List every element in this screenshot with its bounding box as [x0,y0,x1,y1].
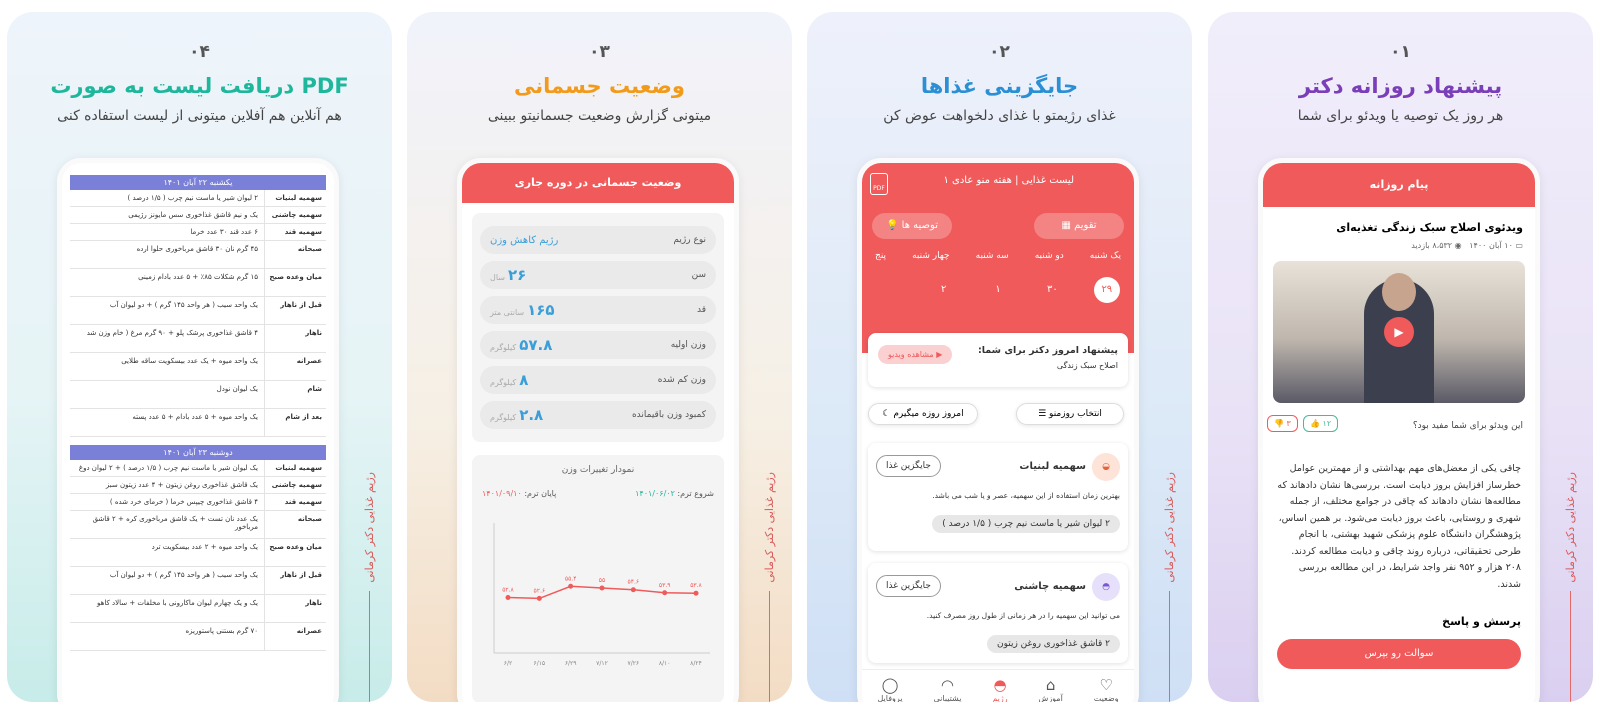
date-number[interactable]: ۲۹ [1094,277,1120,303]
panel-title: وضعیت جسمانی [514,74,685,98]
pdf-row-label: قبل از ناهار [264,567,326,594]
pdf-row-label: شام [264,381,326,408]
x-tick-label: ۸/۱۰ [658,660,671,667]
replace-food-button[interactable]: جایگزین غذا [876,575,941,597]
store-icon: ⌂ [1045,676,1056,694]
pdf-row-value: یک واحد سیب ( هر واحد ۱۴۵ گرم ) + دو لیوان آب [109,301,258,309]
pdf-row [70,381,326,409]
pdf-row-label: ناهار [264,325,326,352]
data-point [600,586,605,591]
pdf-row [70,325,326,353]
pdf-row-value: یک واحد میوه + یک عدد بیسکویت ساقه طلایی [121,357,258,365]
video-meta: ▭ ۱۰ آبان ۱۴۰۰ ◉ ۸،۵۳۲ بازدید [1411,241,1523,250]
x-tick-label: ۶/۲۹ [564,660,577,667]
x-tick-label: ۶/۲ [503,660,513,667]
pdf-row [70,623,326,651]
weight-line-chart [482,513,722,683]
meal-portion-tag: ۲ قاشق غذاخوری روغن زیتون [987,635,1120,653]
feedback-question: این ویدئو برای شما مفید بود؟ [1412,421,1523,431]
pdf-row [70,190,326,207]
weekday-label[interactable]: پنج [875,251,887,261]
bowl-icon: ◒ [1092,453,1120,481]
weekday-row [862,251,1134,261]
replace-food-button[interactable]: جایگزین غذا [876,455,941,477]
suggestion-subtitle: اصلاح سبک زندگی [1056,361,1118,370]
data-point [537,596,542,601]
phone-frame [857,158,1139,702]
status-label: نوع رژیم [673,235,706,245]
headset-icon: ◠ [940,676,954,694]
daily-message-header: پیام روزانه [1263,163,1535,207]
pdf-row-label: صبحانه [264,511,326,538]
pdf-row-label: میان وعده صبح [264,539,326,566]
weekday-label[interactable]: دو شنبه [1034,251,1064,261]
date-row [862,277,1134,303]
fasting-button[interactable]: ☾ امروز روزه میگیرم [868,403,978,425]
pdf-row-value: یک واحد میوه + ۲ عدد بیسکویت ترد [151,543,258,551]
status-row [480,226,716,254]
status-value-group [490,301,555,319]
status-label: کمبود وزن باقیمانده [631,410,706,420]
x-tick-label: ۸/۲۴ [690,660,702,667]
pdf-row-label: سهمیه قند [264,494,326,510]
brand-vertical: رژیم غذایی دکتر کرمانی [356,472,382,702]
weekday-label[interactable]: سه شنبه [975,251,1009,261]
pdf-row-label: میان وعده صبح [264,269,326,296]
weekday-label[interactable]: یک شنبه [1089,251,1121,261]
cloche-icon: ◓ [993,676,1007,694]
panel-status [407,12,792,702]
meal-title: سهمیه چاشنی [1014,581,1086,592]
pdf-row-label: سهمیه لبنیات [264,460,326,476]
nav-status[interactable]: ♡ وضعیت [1093,676,1119,702]
meal-card [868,563,1128,663]
pdf-row-value: ۴۵ گرم نان ۳۰ قاشق مرباخوری حلوا ارده [136,245,258,253]
date-number[interactable]: ۱ [995,284,1001,295]
status-label: وزن کم شده [657,375,706,385]
qa-title: پرسش و پاسخ [1442,615,1521,628]
data-point [631,587,636,592]
status-row [480,296,716,324]
chart-title: نمودار تغییرات وزن [561,465,635,475]
status-list [472,213,724,442]
video-player[interactable] [1273,261,1525,403]
x-tick-label: ۷/۱۲ [596,660,608,667]
meal-card [868,443,1128,551]
like-button[interactable]: 👍 ۱۲ [1303,415,1338,432]
data-label: ۵۴.۶ [627,578,640,586]
panel-number: ۰۳ [589,42,610,62]
video-title: ویدئوی اصلاح سبک زندگی تغذیه‌ای [1336,221,1523,234]
cloche-icon: ◓ [1092,573,1120,601]
pdf-row [70,353,326,381]
status-value: ۵۷.۸ [519,336,553,354]
article-text: چاقی یکی از معضل‌های مهم بهداشتی و از مهمترین عوامل خطرساز افزایش بروز دیابت است. بررسی‌ها نشان دادهاند که مطالعه‌ها نشان دادهاند که چاقی در جوامع مختلف، از جمله شهری و روستایی، باعث بروز دیابت می‌شود. بر همین اساس، پژوهشگران دانشگاه علوم پزشکی شهید بهشتی، با انجام طرحی تحقیقاتی، درباره روند چاقی و دیابت مطالعه کردند. ۲۰۸ هزار و ۹۵۲ نفر واجد شرایط، در این مطالعه بررسی شدند. [1277,463,1521,590]
thumbs-down-icon: 👎 [1274,419,1284,428]
meal-portion-tag: ۲ لیوان شیر یا ماست نیم چرب ( ۱/۵ درصد ) [932,515,1120,533]
pdf-row [70,595,326,623]
pdf-row-value: یک واحد میوه + ۵ عدد بادام + ۵ عدد پسته [132,413,258,421]
data-point [568,584,573,589]
pdf-row-value: ۴ قاشق غذاخوری پرشک پلو + ۹۰ گرم مرغ ( خام وزن شد [86,329,258,337]
pdf-row [70,567,326,595]
pdf-row-value: یک واحد سیب ( هر واحد ۱۴۵ گرم ) + دو لیوان آب [109,571,258,579]
term-start: شروع ترم: ۱۴۰۱/۰۶/۰۲ [635,489,714,498]
x-tick-label: ۶/۱۵ [533,660,546,667]
pdf-day-header: دوشنبه ۲۳ آبان ۱۴۰۱ [70,445,326,460]
data-point [506,595,511,600]
pdf-row-value: یک و نیم قاشق غذاخوری سس مایونز رژیمی [128,211,258,219]
pdf-row [70,477,326,494]
pdf-row [70,494,326,511]
pdf-row [70,224,326,241]
calendar-button[interactable]: ▦ تقویم [1034,213,1124,239]
pdf-row [70,269,326,297]
status-unit: کیلوگرم [490,413,517,422]
status-label: سن [691,270,706,280]
panel-diet [807,12,1192,702]
data-label: ۵۳.۹ [658,581,671,589]
status-row [480,366,716,394]
panel-number: ۰۲ [989,42,1010,62]
phone-frame [57,158,339,702]
pdf-row-value: ۴ قاشق غذاخوری چیپس خرما ( خرمای خرد شده ) [109,498,258,506]
status-unit: کیلوگرم [490,343,517,352]
pdf-day-header: یکشنبه ۲۲ آبان ۱۴۰۱ [70,175,326,190]
nav-support[interactable]: ◠ پشتیبانی [933,676,962,702]
status-value-group [490,406,543,424]
pdf-row-label: سهمیه لبنیات [264,190,326,206]
status-unit: کیلوگرم [490,378,517,387]
date-number[interactable] [876,277,902,303]
pdf-row [70,241,326,269]
phone-frame [457,158,739,702]
pdf-row [70,297,326,325]
pdf-row [70,460,326,477]
panel-title: پیشنهاد روزانه دکتر [1298,74,1503,98]
pdf-row-value: ۶ عدد قند ۳۰ عدد خرما [190,228,258,236]
status-value: ۲۶ [507,266,527,284]
pdf-row-label: بعد از شام [264,409,326,436]
status-value: ۸ [519,371,529,389]
diet-list-title: لیست غذایی | هفته منو عادی ۱ [943,175,1074,186]
pdf-document[interactable] [70,175,326,702]
status-value-group [490,371,528,389]
play-icon[interactable]: ▶ [1384,317,1414,347]
status-value: ۱۶۵ [527,301,555,319]
status-label: وزن اولیه [670,340,706,350]
pdf-row-value: ۱۵ گرم شکلات ۸۵٪ + ۵ عدد بادام زمینی [138,273,258,281]
data-label: ۵۵ [598,577,606,584]
brand-vertical: رژیم غذایی دکتر کرمانی [1557,472,1583,702]
pdf-row-label: سهمیه چاشنی [264,477,326,493]
status-value: ۲.۸ [519,406,544,424]
pdf-row-label: صبحانه [264,241,326,268]
pdf-row [70,511,326,539]
nav-diet[interactable]: ◓ رژیم [992,676,1008,702]
status-row [480,261,716,289]
status-value-group [490,266,526,284]
panel-subtitle: میتونی گزارش وضعیت جسمانیتو ببینی [487,108,712,124]
pdf-row [70,207,326,224]
data-label: ۵۲.۶ [533,587,546,595]
pdf-row-label: سهمیه قند [264,224,326,240]
pdf-row [70,539,326,567]
diet-header-area [862,163,1134,353]
panel-subtitle: هر روز یک توصیه یا ویدئو برای شما [1297,108,1504,124]
status-unit: سال [490,273,505,282]
pdf-row-label: سهمیه چاشنی [264,207,326,223]
user-icon: ◯ [881,676,899,694]
suggestion-title: پیشنهاد امروز دکتر برای شما: [977,345,1118,356]
pdf-row-value: یک لیوان نودل [216,385,258,393]
watch-video-button[interactable]: ▶ مشاهده ویدیو [878,345,952,364]
status-value-group [490,336,552,354]
pdf-download-icon[interactable]: PDF [870,173,888,195]
panel-number: ۰۱ [1390,42,1411,62]
panel-title: جایگزینی غذاها [920,74,1079,98]
pdf-row-value: یک عدد نان تست + یک قاشق مرباخوری کره + ۲ قاشق مرباخور [92,515,258,531]
pdf-row-value: ۲ لیوان شیر یا ماست نیم چرب ( ۱/۵ درصد ) [127,194,258,202]
doctor-suggestion [868,333,1128,387]
status-value: رژیم کاهش وزن [490,234,559,246]
phone-frame [1258,158,1540,702]
status-unit: سانتی متر [490,308,525,317]
meal-title: سهمیه لبنیات [1019,461,1086,472]
meal-description: می توانید این سهمیه را در هر زمانی از طول روز مصرف کنید. [926,611,1120,620]
meal-description: بهترین زمان استفاده از این سهمیه، عصر و یا شب می باشد. [932,491,1120,500]
pdf-row-value: یک قاشق غذاخوری روغن زیتون + ۴ عدد زیتون سبز [105,481,258,489]
ask-question-button[interactable]: سوالت رو بپرس [1277,639,1521,669]
date-number[interactable]: ۳۰ [1047,284,1058,295]
data-point [662,590,667,595]
panel-number: ۰۴ [189,42,210,62]
weight-chart [472,455,724,702]
pdf-row-value: ۷۰ گرم بستنی پاستوریزه [185,627,258,635]
brand-vertical: رژیم غذایی دکتر کرمانی [756,472,782,702]
brand-vertical: رژیم غذایی دکتر کرمانی [1156,472,1182,702]
panel-subtitle: هم آنلاین هم آفلاین میتونی از لیست استفاده کنی [57,108,342,124]
dislike-button[interactable]: 👎 ۳ [1267,415,1298,432]
term-end: پایان ترم: ۱۴۰۱/۰۹/۱۰ [482,489,557,498]
status-header: وضعیت جسمانی در دوره جاری [462,163,734,203]
pdf-row-label: عصرانه [264,623,326,650]
pdf-row-label: قبل از ناهار [264,297,326,324]
pdf-row-label: عصرانه [264,353,326,380]
tips-button[interactable]: 💡 توصیه ها [872,213,952,239]
pdf-row [70,409,326,437]
bottom-nav [862,669,1134,702]
data-label: ۵۵.۴ [564,575,577,583]
data-point [694,591,699,596]
nav-education[interactable]: ⌂ آموزش [1038,676,1063,702]
status-row [480,331,716,359]
status-row [480,401,716,429]
weekday-label[interactable]: چهار شنبه [912,251,950,261]
heart-pulse-icon: ♡ [1099,676,1113,694]
panel-subtitle: غذای رژیمتو با غذای دلخواهت عوض کن [883,108,1116,124]
pdf-row-value: یک و یک چهارم لیوان ماکارونی با مخلفات + سالاد کاهو [97,599,258,607]
choose-day-button[interactable]: ☰ انتخاب روزمنو [1016,403,1124,425]
status-value-group [490,235,558,246]
data-label: ۵۲.۸ [502,586,514,594]
panel-pdf [7,12,392,702]
date-number[interactable]: ۲ [940,284,947,295]
panel-title: دریافت لیست به صورت PDF [50,74,349,98]
panel-message [1208,12,1593,702]
nav-profile[interactable]: ◯ پروفایل [877,676,903,702]
pdf-row-label: ناهار [264,595,326,622]
status-label: قد [696,305,706,315]
x-tick-label: ۷/۲۶ [627,660,640,667]
thumbs-up-icon: 👍 [1310,419,1320,428]
data-label: ۵۳.۸ [690,582,702,590]
pdf-row-value: یک لیوان شیر یا ماست نیم چرب ( ۱/۵ درصد ) + ۲ لیوان دوغ [78,464,258,472]
speaker-head [1382,273,1416,311]
